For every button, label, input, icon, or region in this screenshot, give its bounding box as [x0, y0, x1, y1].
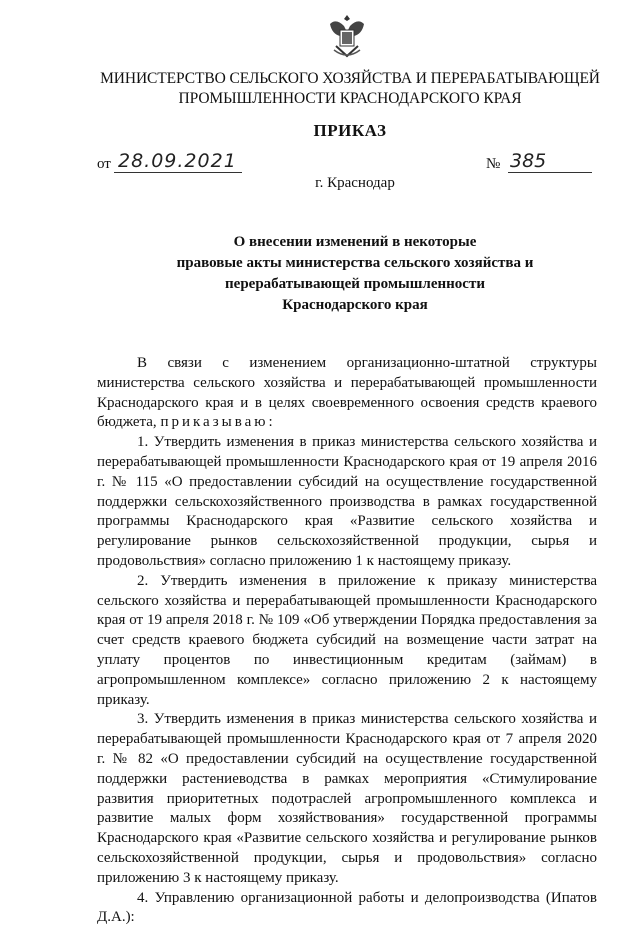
city: г. Краснодар	[315, 175, 395, 191]
item-3: 3. Утвердить изменения в приказ министерства сельского хозяйства и перерабатывающей промышленности Краснодарского края от 7 апреля 2020 г. № 82 «О предоставлении субсидий на осуществление государственной поддержки растениеводства в рамках мероприятия «Стимулирование развития приоритетных подотраслей агропромышленного комплекса и развитие малых форм хозяйствования» государственной программы Краснодарского края «Развитие сельского хозяйства и регулирование рынков сельскохозяйственной продукции, сырья и продовольствия» согласно приложению 3 к настоящему приказу.	[97, 711, 597, 886]
subject-line-3: перерабатывающей промышленности	[225, 276, 485, 292]
order-body	[97, 354, 597, 928]
order-date: 28.09.2021	[114, 150, 242, 173]
ministry-name	[60, 69, 639, 109]
item-1: 1. Утвердить изменения в приказ министерства сельского хозяйства и перерабатывающей промышленности Краснодарского края от 19 апреля 2016 г. № 115 «О предоставлении субсидий на осуществление государственной поддержки сельскохозяйственного производства в рамках государственной программы Краснодарского края «Развитие сельского хозяйства и регулирование рынков сельскохозяйственной продукции, сырья и продовольствия» согласно приложению 1 к настоящему приказу.	[97, 434, 597, 569]
date-prefix: от	[97, 156, 111, 172]
item-4: 4. Управлению организационной работы и делопроизводства (Ипатов Д.А.):	[97, 889, 597, 926]
intro-paragraph	[97, 354, 597, 433]
intro-text: В связи с изменением организационно-штатной структуры министерства сельского хозяйства и перерабатывающей промышленности Краснодарского края и в целях своевременного освоения средств краевого бюджета,	[97, 355, 597, 431]
subject-line-4: Краснодарского края	[282, 297, 428, 313]
subject-line-2: правовые акты министерства сельского хозяйства и	[176, 255, 534, 271]
date-number-row	[0, 150, 639, 176]
orders-word: приказываю:	[160, 414, 276, 431]
ministry-line-1: МИНИСТЕРСТВО СЕЛЬСКОГО ХОЗЯЙСТВА И ПЕРЕРАБАТЫВАЮЩЕЙ	[100, 70, 600, 87]
ministry-line-2: ПРОМЫШЛЕННОСТИ КРАСНОДАРСКОГО КРАЯ	[178, 90, 522, 107]
order-number: 385	[508, 150, 592, 173]
coat-of-arms-icon	[326, 12, 368, 60]
item-2: 2. Утвердить изменения в приложение к приказу министерства сельского хозяйства и перерабатывающей промышленности Краснодарского края от 19 апреля 2018 г. № 109 «Об утверждении Порядка предоставления за счет средств краевого бюджета субсидий на возмещение части затрат на уплату процентов по инвестиционным кредитам (займам) в агропромышленном комплексе» согласно приложению 2 к настоящему приказу.	[97, 572, 597, 708]
subject-line-1: О внесении изменений в некоторые	[233, 234, 477, 250]
number-prefix: №	[486, 156, 501, 172]
order-title: ПРИКАЗ	[313, 121, 387, 140]
order-subject	[150, 232, 560, 316]
